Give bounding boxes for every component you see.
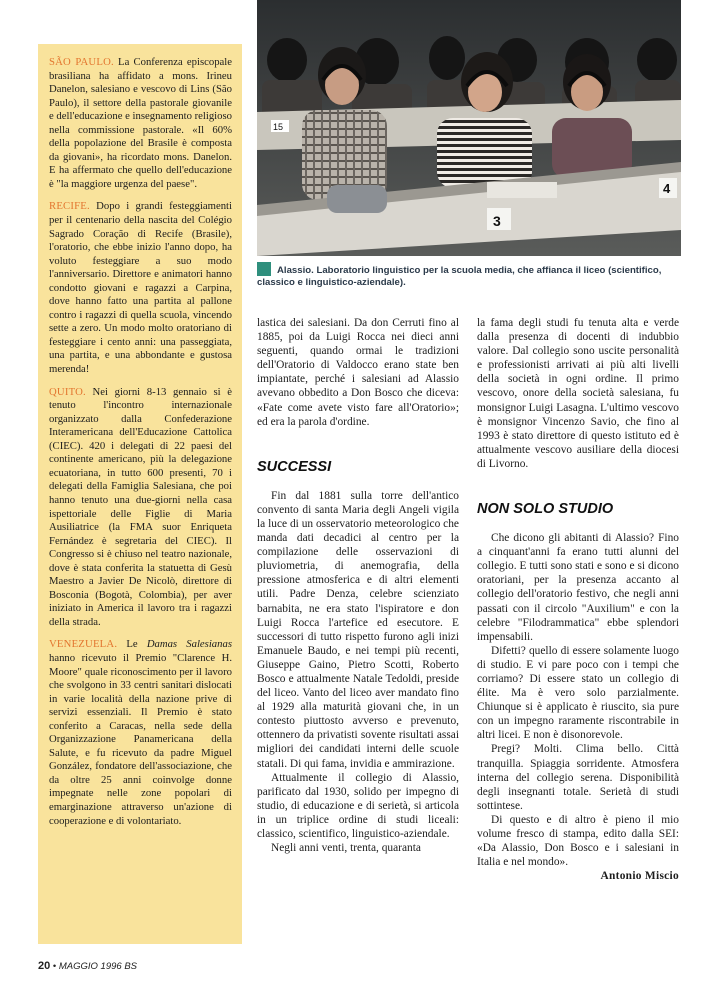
news-item-recife [49, 200, 232, 376]
caption-square-icon [257, 262, 271, 276]
section-heading-successi: SUCCESSI [257, 458, 332, 475]
desk-number-3: 3 [493, 213, 501, 229]
section-heading-non-solo-studio: NON SOLO STUDIO [477, 501, 614, 518]
issue-label: MAGGIO 1996 BS [58, 961, 138, 972]
news-item-head: VENEZUELA. [49, 638, 118, 651]
paragraph: Che dicono gli abitanti di Alassio? Fino a cinquant'anni fa erano tutti alunni del collegio. E tutti sono stati e sono e si dicono oratoriani, per la presenza accanto al collegio dell'oratorio festivo, che negli anni passati con il circolo "Auxilium" e con la celebre "Filodrammatica" ebbe splendori impensabili. [477, 532, 679, 643]
desk-number-15: 15 [273, 122, 284, 132]
desk-number-4: 4 [663, 181, 671, 196]
article-column-3 [477, 316, 679, 883]
news-item-text: La Conferenza episcopale brasiliana ha affidato a mons. Irineu Danelon, salesiano e vescovo di Lins (São Paulo), il settore della pastorale giovanile e dell'educazione e insegnamento religioso nella commissione pastorale. «Il 60% della popolazione del Brasile è composta da giovani», ha ricordato mons. Danelon. E ha affermato che quello dell'educazione è "la maggiore urgenza del paese". [49, 56, 232, 190]
paragraph: Di questo e di altro è pieno il mio volume fresco di stampa, edito dalla SEI: «Da Alassio, Don Bosco e i salesiani in Italia e nel mondo». [477, 813, 679, 869]
author-signature: Antonio Miscio [600, 870, 679, 883]
photo-illustration [257, 0, 681, 256]
paragraph: Fin dal 1881 sulla torre dell'antico convento di santa Maria degli Angeli vigila la luce di un osservatorio meteorologico che manda dati decadici al centro per la compilazione delle osservazioni di pluviometria, di anemografia, della pressione atmosferica e di altri elementi utili. Padre Denza, celebre scienziato barnabita, ne era stato l'ispiratore e don Luigi Rocca l'artefice ed esecutore. E successori di tutto rispetto furono agli inizi Emanuele Baudo, e nei tempi più recenti, Giuseppe Gaino, Pietro Scotti, Roberto Bosco e attualmente Natale Tedoldi, preside del liceo. Vanto del liceo aver mandato fino al 1929 alla maturità giovani che, in un contesto piuttosto avverso e prevenuto, ottennero da privatisti sovente risultati assai migliori dei candidati interni delle scuole statali. Di qui fama, invidia e ammirazione. [257, 489, 459, 770]
caption-text: Alassio. Laboratorio linguistico per la scuola media, che affianca il liceo (scientifico, classico e linguistico-aziendale). [257, 265, 662, 288]
news-sidebar [38, 44, 242, 944]
footer-separator: • [52, 961, 57, 972]
news-item-sao-paulo [49, 56, 232, 191]
news-item-head: QUITO. [49, 385, 86, 398]
article-column-2 [257, 316, 459, 855]
paragraph: la fama degli studi fu tenuta alta e verde dalla presenza di docenti di indubbio valore. Dal collegio sono uscite personalità e professionisti arrivati ai più alti livelli della società in ogni ordine. Il primo vescovo, onore della società salesiana, fu monsignor Luigi Lasagna. L'ultimo vescovo è monsignor Vincenzo Savio, che fino al 1993 è stato direttore di questo istituto ed è attualmente vescovo ausiliare della diocesi di Livorno. [477, 317, 679, 470]
paragraph: lastica dei salesiani. Da don Cerruti fino al 1885, poi da Luigi Rocca nei dieci anni seguenti, quando ormai le tradizioni dell'Oratorio di Valdocco erano state ben impiantate, perché i salesiani ad Alassio avevano obbedito a Don Bosco che diceva: «Fate come avete visto fare all'Oratorio»; ed era la parola d'ordine. [257, 317, 459, 428]
page-footer [38, 960, 238, 972]
language-lab-photo [257, 0, 681, 256]
news-item-head: RECIFE. [49, 200, 90, 213]
paragraph: Difetti? quello di essere solamente luogo di studio. E vi pare poco con i tempi che corriamo? Di essere stato un collegio di élite. Ma è vero solo parzialmente. Chiunque si è applicato è riuscito, sia pure con un impegno raramente riscontrabile in altri licei. E non è disonorevole. [477, 644, 679, 742]
news-item-italic: Damas Salesianas [146, 638, 232, 651]
news-item-head: SÃO PAULO. [49, 56, 114, 68]
paragraph: Pregi? Molti. Clima bello. Città tranquilla. Spiaggia sorridente. Atmosfera interna del collegio serena. Disponibilità degli insegnanti totale. Serietà di studi sottintese. [477, 743, 679, 812]
paragraph: Negli anni venti, trenta, quaranta [271, 842, 421, 855]
page-number: 20 [38, 960, 51, 972]
news-item-quito [49, 386, 232, 630]
paragraph: Attualmente il collegio di Alassio, parificato dal 1930, solido per impegno di studio, di educazione e di serietà, si articola in un triplice ordine di studi liceali: classico, scientifico, linguistico-aziendale. [257, 771, 459, 840]
news-item-text: Dopo i grandi festeggiamenti per il centenario della nascita del Colégio Sagrado Coração di Recife (Brasile), l'oratorio, che ebbe inizio l'anno dopo, ha voluto festeggiare a suo modo l'anniversario. Direttore e animatori hanno condotto giovani e ragazzi a Carpina, dove hanno fatto una partita al pallone contro i ragazzi di quella scuola, vincendo sette a zero. Un modo molto oratoriano di festeggiare i cento anni: una passeggiata, una partita, e una abbondante e gustosa merenda! [49, 200, 232, 376]
news-item-text: Nei giorni 8-13 gennaio si è tenuto l'incontro internazionale organizzato dalla Confederazione Interamericana dell'Educazione Cattolica (CIEC). 420 i delegati di 22 paesi del continente americano, più la delegazione ecuatoriana, in tutto 600 presenti, 70 i delegati della Famiglia Salesiana, che poi hanno tenuto una due-giorni nella casa ispettoriale delle Figlie di Maria Ausiliatrice (la FMA suor Enriqueta Fernández è segretaria del CIEC). Il Congresso si è chiuso nel teatro nazionale, dove è stata conferita la statuetta di Gesù Maestro a Javier De Nicolò, direttore di Bosconia (Bogotà, Colombia), per aver iniziato in America il lavoro tra i ragazzi della strada. [49, 385, 232, 628]
news-item-text: hanno ricevuto il Premio "Clarence H. Moore" quale riconoscimento per il lavoro che svolgono in 33 centri sanitari dislocati in varie località della nazione prive di servizi essenziali. Il Premio è stato conferito a Caracas, nella sede della Organizzazione Panamericana della Salute, e fu ricevuto da padre Miguel González, fondatore dell'associazione, che da oltre 25 anni coinvolge donne impegnate nelle zone popolari di emarginazione attraverso un'azione di cooperazione e di volontariato. [49, 651, 232, 827]
news-item-venezuela [49, 638, 232, 828]
photo-caption [257, 262, 681, 288]
news-item-text-pre: Le [117, 638, 147, 651]
